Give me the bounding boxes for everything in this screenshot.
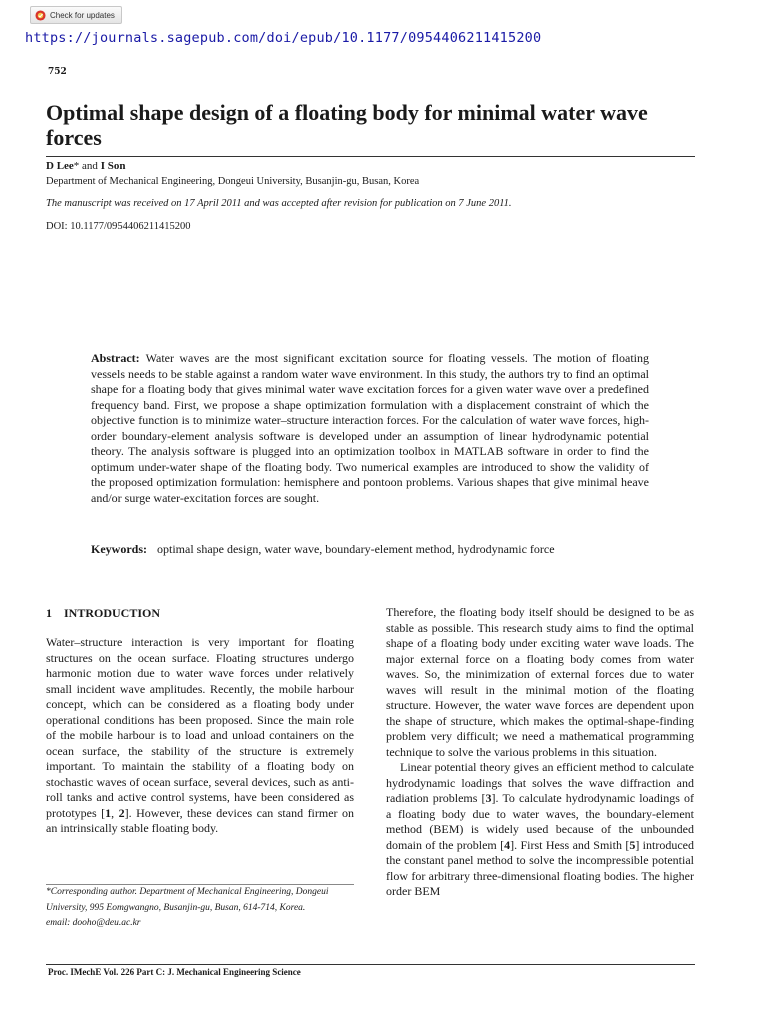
footnote-email: email: dooho@deu.ac.kr [46, 918, 141, 928]
paragraph-text: ]. First Hess and Smith [ [510, 837, 630, 852]
reference-link[interactable]: 4 [504, 837, 511, 852]
received-note: The manuscript was received on 17 April 2011 and was accepted after revision for publication on 7 June 2011. [46, 198, 512, 209]
keywords-label: Keywords: [91, 542, 147, 556]
reference-link[interactable]: 3 [485, 791, 492, 805]
paragraph-text: Water–structure interaction is very important for floating structures on the ocean surface. Floating structures undergo harmonic motion due to water wave forces under relatively small incident wave amplitudes. Recently, the mobile harbour concept, which can be considered as a floating body under operational conditions has been proposed. Since the main role of the mobile harbour is to load and unload containers on the ocean surface, the stability of the structure is extremely important. To maintain the stability of a floating body on stochastic waves of ocean surface, several devices, such as anti-roll tanks and active control systems, have been considered as prototypes [ [46, 635, 354, 820]
intro-paragraph [46, 635, 354, 837]
journal-footer: Proc. IMechE Vol. 226 Part C: J. Mechanical Engineering Science [48, 967, 301, 977]
footer-divider [46, 964, 695, 965]
keywords-text: optimal shape design, water wave, boundary-element method, hydrodynamic force [157, 542, 555, 556]
doi: DOI: 10.1177/0954406211415200 [46, 221, 191, 232]
author-name: I Son [100, 160, 126, 172]
paper-title: Optimal shape design of a floating body for minimal water wave forces [46, 100, 648, 150]
intro-left-column [46, 635, 354, 837]
author-line [46, 160, 125, 172]
author-conjunction: and [82, 160, 98, 172]
abstract [91, 351, 649, 506]
paragraph-text: Linear potential theory gives an efficient method to calculate hydrodynamic loadings that solves the wave diffraction and radiation problems [ [386, 760, 694, 805]
article-url-link[interactable]: https://journals.sagepub.com/doi/epub/10.1177/0954406211415200 [25, 30, 542, 46]
paragraph-text: ]. To calculate hydrodynamic loadings of a floating body due to water waves, the boundary-element method (BEM) is widely used because of the unbounded domain of the problem [ [386, 791, 694, 852]
reference-link[interactable]: 1 [105, 805, 112, 820]
section-title: INTRODUCTION [64, 606, 161, 620]
check-for-updates-button[interactable] [30, 6, 122, 24]
section-heading [46, 606, 160, 621]
paragraph-text: ] introduced the constant panel method to solve the incompressible potential flow for arbitrary three-dimensional floating bodies. The higher order BEM [386, 837, 694, 898]
affiliation: Department of Mechanical Engineering, Dongeui University, Busanjin-gu, Busan, Korea [46, 176, 420, 187]
reference-link[interactable]: 5 [629, 837, 636, 852]
footnote [46, 885, 354, 932]
paragraph-text: ]. However, these devices can stand firmer on an intrinsically stable floating body. [46, 805, 355, 835]
reference-separator: , [111, 805, 119, 820]
author-name: D Lee [46, 160, 74, 172]
page-number: 752 [48, 67, 67, 77]
check-for-updates-label: Check for updates [50, 10, 115, 20]
keywords [91, 542, 661, 557]
corresponding-mark: * [73, 160, 80, 172]
check-for-updates-icon [35, 10, 46, 21]
section-number: 1 [46, 606, 52, 620]
abstract-text: Water waves are the most significant excitation source for floating vessels. The motion of floating vessels needs to be stable against a random water wave environment. In this study, the authors try to find an optimal shape for a floating body that gives minimal water wave excitation forces for a given water wave over a predefined frequency band. First, we propose a shape optimization formulation with a displacement constraint of which the objective function is to minimize water–structure interaction forces. For the calculation of water wave forces, high-order boundary-element analysis software is developed under an assumption of linear hydrodynamic potential theory. The analysis software is plugged into an optimization toolbox in MATLAB software in order to find the optimum under-water shape of the floating body. Two numerical examples are introduced to show the validity of the proposed optimization formulation: hemisphere and pontoon problems. Various shapes that give minimal heave and/or surge water-excitation forces are sought. [91, 351, 649, 505]
intro-paragraph: Therefore, the floating body itself should be designed to be as stable as possible. This research study aims to find the optimal shape of a floating body under exciting water wave loads. The major external force on a floating body comes from water waves. So, the minimization of external forces due to water waves will result in the minimal motion of the floating structure. However, the water wave forces are dependent upon the shape of structure, which makes the optimal-shape-finding problem very difficult; we need a mathematical programming technique to solve the various problems in this situation. [386, 605, 694, 759]
reference-link[interactable]: 2 [118, 805, 125, 820]
intro-right-column [386, 605, 694, 900]
abstract-label: Abstract: [91, 351, 140, 365]
title-divider [46, 156, 695, 157]
intro-paragraph [386, 760, 694, 900]
footnote-address: *Corresponding author. Department of Mechanical Engineering, Dongeui University, 995 Eomgwangno, Busanjin-gu, Busan, 614-714, Korea. [46, 887, 329, 913]
